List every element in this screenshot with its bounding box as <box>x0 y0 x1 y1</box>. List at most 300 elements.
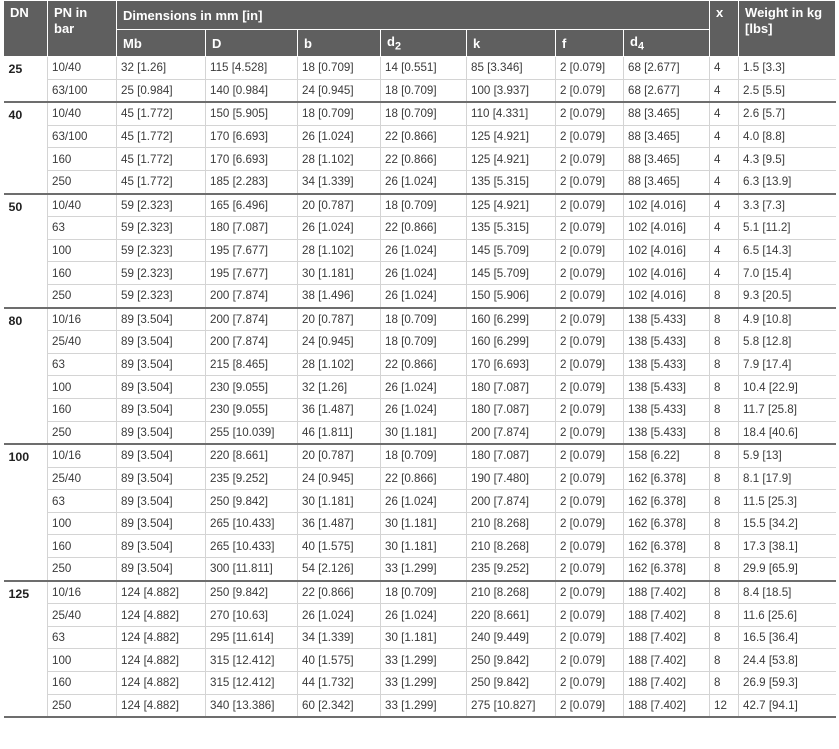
table-cell: 160 <box>48 535 117 558</box>
table-cell: 2 [0.079] <box>556 490 624 513</box>
table-cell: 2 [0.079] <box>556 649 624 672</box>
table-cell: 63 <box>48 490 117 513</box>
table-cell: 2 [0.079] <box>556 217 624 240</box>
table-cell: 180 [7.087] <box>467 444 556 467</box>
table-cell: 1.5 [3.3] <box>739 57 836 80</box>
table-cell: 250 [9.842] <box>467 649 556 672</box>
table-cell: 160 <box>48 672 117 695</box>
table-cell: 18 [0.709] <box>381 308 467 331</box>
table-cell: 4.0 [8.8] <box>739 125 836 148</box>
header-d: D <box>206 30 298 57</box>
table-cell: 25/40 <box>48 467 117 490</box>
table-cell: 4.3 [9.5] <box>739 148 836 171</box>
table-cell: 2 [0.079] <box>556 170 624 193</box>
table-cell: 2 [0.079] <box>556 467 624 490</box>
table-cell: 235 [9.252] <box>206 467 298 490</box>
table-cell: 88 [3.465] <box>624 170 710 193</box>
table-cell: 4 <box>710 79 739 102</box>
table-cell: 63/100 <box>48 125 117 148</box>
header-d4: $d_4$ <box>624 30 710 57</box>
table-cell: 250 [9.842] <box>206 490 298 513</box>
table-cell: 200 [7.874] <box>206 331 298 354</box>
table-cell: 250 <box>48 170 117 193</box>
table-cell: 22 [0.866] <box>381 467 467 490</box>
table-cell: 89 [3.504] <box>117 398 206 421</box>
table-cell: 138 [5.433] <box>624 376 710 399</box>
table-row <box>4 308 836 331</box>
table-cell: 7.0 [15.4] <box>739 262 836 285</box>
table-cell: 4 <box>710 194 739 217</box>
table-cell: 8 <box>710 376 739 399</box>
table-cell: 89 [3.504] <box>117 467 206 490</box>
table-cell: 25/40 <box>48 604 117 627</box>
table-cell: 18 [0.709] <box>298 102 381 125</box>
table-cell: 17.3 [38.1] <box>739 535 836 558</box>
table-cell: 250 [9.842] <box>467 672 556 695</box>
table-cell: 220 [8.661] <box>467 604 556 627</box>
table-cell: 10.4 [22.9] <box>739 376 836 399</box>
table-cell: 18 [0.709] <box>381 331 467 354</box>
table-cell: 190 [7.480] <box>467 467 556 490</box>
table-cell: 11.7 [25.8] <box>739 398 836 421</box>
table-cell: 102 [4.016] <box>624 194 710 217</box>
table-cell: 8 <box>710 398 739 421</box>
table-cell: 138 [5.433] <box>624 308 710 331</box>
table-cell: 8 <box>710 512 739 535</box>
table-cell: 63/100 <box>48 79 117 102</box>
table-cell: 59 [2.323] <box>117 239 206 262</box>
table-cell: 8 <box>710 535 739 558</box>
table-cell: 188 [7.402] <box>624 694 710 717</box>
table-cell: 63 <box>48 217 117 240</box>
table-row <box>4 604 836 627</box>
table-cell: 188 [7.402] <box>624 581 710 604</box>
table-cell: 180 [7.087] <box>206 217 298 240</box>
dn-cell: 80 <box>4 308 48 445</box>
table-cell: 26 [1.024] <box>381 604 467 627</box>
table-cell: 46 [1.811] <box>298 421 381 444</box>
table-cell: 2 [0.079] <box>556 102 624 125</box>
table-cell: 170 [6.693] <box>206 148 298 171</box>
table-cell: 230 [9.055] <box>206 398 298 421</box>
dn-cell: 50 <box>4 194 48 308</box>
table-cell: 26 [1.024] <box>381 398 467 421</box>
table-cell: 8 <box>710 467 739 490</box>
table-cell: 188 [7.402] <box>624 649 710 672</box>
table-cell: 315 [12.412] <box>206 649 298 672</box>
table-cell: 26 [1.024] <box>381 490 467 513</box>
table-cell: 170 [6.693] <box>206 125 298 148</box>
table-cell: 88 [3.465] <box>624 102 710 125</box>
table-cell: 60 [2.342] <box>298 694 381 717</box>
table-cell: 8 <box>710 558 739 581</box>
table-cell: 160 <box>48 262 117 285</box>
table-cell: 59 [2.323] <box>117 262 206 285</box>
table-cell: 270 [10.63] <box>206 604 298 627</box>
table-cell: 22 [0.866] <box>381 148 467 171</box>
table-cell: 30 [1.181] <box>381 535 467 558</box>
table-cell: 162 [6.378] <box>624 467 710 490</box>
table-cell: 68 [2.677] <box>624 79 710 102</box>
table-cell: 30 [1.181] <box>381 421 467 444</box>
table-cell: 30 [1.181] <box>381 626 467 649</box>
table-cell: 89 [3.504] <box>117 421 206 444</box>
table-cell: 18.4 [40.6] <box>739 421 836 444</box>
table-cell: 18 [0.709] <box>298 57 381 80</box>
table-cell: 250 <box>48 421 117 444</box>
table-cell: 2 [0.079] <box>556 444 624 467</box>
table-cell: 124 [4.882] <box>117 581 206 604</box>
table-cell: 2 [0.079] <box>556 353 624 376</box>
table-row <box>4 444 836 467</box>
table-row <box>4 467 836 490</box>
table-cell: 2 [0.079] <box>556 421 624 444</box>
table-cell: 5.8 [12.8] <box>739 331 836 354</box>
table-cell: 150 [5.905] <box>206 102 298 125</box>
table-cell: 4 <box>710 170 739 193</box>
table-cell: 124 [4.882] <box>117 626 206 649</box>
table-cell: 162 [6.378] <box>624 535 710 558</box>
table-cell: 10/40 <box>48 57 117 80</box>
table-row <box>4 694 836 717</box>
table-cell: 2 [0.079] <box>556 308 624 331</box>
table-cell: 42.7 [94.1] <box>739 694 836 717</box>
table-cell: 24 [0.945] <box>298 331 381 354</box>
table-cell: 63 <box>48 353 117 376</box>
table-cell: 59 [2.323] <box>117 284 206 307</box>
table-row <box>4 125 836 148</box>
table-cell: 89 [3.504] <box>117 444 206 467</box>
table-cell: 25 [0.984] <box>117 79 206 102</box>
table-cell: 89 [3.504] <box>117 353 206 376</box>
table-cell: 44 [1.732] <box>298 672 381 695</box>
table-cell: 20 [0.787] <box>298 308 381 331</box>
table-cell: 18 [0.709] <box>381 79 467 102</box>
table-cell: 2 [0.079] <box>556 604 624 627</box>
table-row <box>4 262 836 285</box>
table-cell: 138 [5.433] <box>624 398 710 421</box>
table-cell: 45 [1.772] <box>117 102 206 125</box>
table-cell: 124 [4.882] <box>117 604 206 627</box>
table-cell: 100 [3.937] <box>467 79 556 102</box>
table-cell: 89 [3.504] <box>117 490 206 513</box>
table-cell: 30 [1.181] <box>298 490 381 513</box>
table-cell: 16.5 [36.4] <box>739 626 836 649</box>
table-row <box>4 376 836 399</box>
table-cell: 2.5 [5.5] <box>739 79 836 102</box>
table-row <box>4 421 836 444</box>
table-cell: 4 <box>710 102 739 125</box>
table-body <box>4 57 836 718</box>
table-cell: 20 [0.787] <box>298 444 381 467</box>
table-cell: 115 [4.528] <box>206 57 298 80</box>
table-cell: 40 [1.575] <box>298 535 381 558</box>
table-cell: 160 [6.299] <box>467 308 556 331</box>
table-cell: 8 <box>710 444 739 467</box>
table-cell: 18 [0.709] <box>381 194 467 217</box>
table-cell: 40 [1.575] <box>298 649 381 672</box>
table-row <box>4 398 836 421</box>
table-cell: 28 [1.102] <box>298 148 381 171</box>
table-cell: 28 [1.102] <box>298 353 381 376</box>
table-cell: 4 <box>710 148 739 171</box>
table-row <box>4 194 836 217</box>
table-cell: 102 [4.016] <box>624 284 710 307</box>
table-cell: 22 [0.866] <box>381 217 467 240</box>
table-cell: 195 [7.677] <box>206 262 298 285</box>
table-row <box>4 581 836 604</box>
table-cell: 140 [0.984] <box>206 79 298 102</box>
table-cell: 8 <box>710 353 739 376</box>
header-dimensions: Dimensions in mm [in] <box>117 1 710 30</box>
table-cell: 89 [3.504] <box>117 376 206 399</box>
table-cell: 54 [2.126] <box>298 558 381 581</box>
table-cell: 10/40 <box>48 194 117 217</box>
table-cell: 124 [4.882] <box>117 672 206 695</box>
table-cell: 26 [1.024] <box>298 217 381 240</box>
table-cell: 138 [5.433] <box>624 421 710 444</box>
table-cell: 210 [8.268] <box>467 581 556 604</box>
table-cell: 160 <box>48 148 117 171</box>
table-header <box>4 1 836 57</box>
table-cell: 8 <box>710 284 739 307</box>
table-cell: 125 [4.921] <box>467 194 556 217</box>
table-cell: 22 [0.866] <box>381 125 467 148</box>
table-cell: 265 [10.433] <box>206 512 298 535</box>
table-cell: 9.3 [20.5] <box>739 284 836 307</box>
table-cell: 68 [2.677] <box>624 57 710 80</box>
table-cell: 26 [1.024] <box>381 376 467 399</box>
table-cell: 26 [1.024] <box>381 284 467 307</box>
table-cell: 89 [3.504] <box>117 331 206 354</box>
table-cell: 26.9 [59.3] <box>739 672 836 695</box>
table-cell: 102 [4.016] <box>624 217 710 240</box>
table-cell: 59 [2.323] <box>117 217 206 240</box>
table-cell: 85 [3.346] <box>467 57 556 80</box>
table-row <box>4 284 836 307</box>
table-row <box>4 353 836 376</box>
table-cell: 45 [1.772] <box>117 125 206 148</box>
dn-cell: 100 <box>4 444 48 581</box>
table-cell: 250 <box>48 558 117 581</box>
table-cell: 220 [8.661] <box>206 444 298 467</box>
table-cell: 45 [1.772] <box>117 148 206 171</box>
table-cell: 180 [7.087] <box>467 398 556 421</box>
header-dn: DN <box>4 1 48 57</box>
table-cell: 22 [0.866] <box>298 581 381 604</box>
table-cell: 2 [0.079] <box>556 239 624 262</box>
table-cell: 162 [6.378] <box>624 558 710 581</box>
table-cell: 100 <box>48 649 117 672</box>
table-cell: 2 [0.079] <box>556 512 624 535</box>
dn-cell: 25 <box>4 57 48 103</box>
table-cell: 8.4 [18.5] <box>739 581 836 604</box>
dn-cell: 40 <box>4 102 48 193</box>
table-cell: 26 [1.024] <box>298 604 381 627</box>
header-b: b <box>298 30 381 57</box>
table-cell: 24.4 [53.8] <box>739 649 836 672</box>
table-cell: 30 [1.181] <box>381 512 467 535</box>
table-cell: 20 [0.787] <box>298 194 381 217</box>
table-cell: 89 [3.504] <box>117 308 206 331</box>
table-row <box>4 102 836 125</box>
table-row <box>4 57 836 80</box>
table-cell: 32 [1.26] <box>298 376 381 399</box>
table-cell: 300 [11.811] <box>206 558 298 581</box>
table-cell: 250 <box>48 284 117 307</box>
table-row <box>4 558 836 581</box>
table-cell: 100 <box>48 512 117 535</box>
table-cell: 138 [5.433] <box>624 331 710 354</box>
table-cell: 2 [0.079] <box>556 626 624 649</box>
table-cell: 2.6 [5.7] <box>739 102 836 125</box>
table-cell: 210 [8.268] <box>467 512 556 535</box>
table-cell: 11.6 [25.6] <box>739 604 836 627</box>
table-cell: 6.3 [13.9] <box>739 170 836 193</box>
table-cell: 7.9 [17.4] <box>739 353 836 376</box>
table-cell: 8 <box>710 581 739 604</box>
table-cell: 255 [10.039] <box>206 421 298 444</box>
table-cell: 8 <box>710 626 739 649</box>
table-cell: 28 [1.102] <box>298 239 381 262</box>
table-cell: 135 [5.315] <box>467 170 556 193</box>
table-cell: 2 [0.079] <box>556 398 624 421</box>
table-cell: 162 [6.378] <box>624 512 710 535</box>
table-cell: 89 [3.504] <box>117 512 206 535</box>
table-row <box>4 148 836 171</box>
table-cell: 188 [7.402] <box>624 672 710 695</box>
table-cell: 210 [8.268] <box>467 535 556 558</box>
table-cell: 8 <box>710 421 739 444</box>
table-cell: 102 [4.016] <box>624 239 710 262</box>
table-cell: 185 [2.283] <box>206 170 298 193</box>
header-d2: $d_2$ <box>381 30 467 57</box>
table-cell: 2 [0.079] <box>556 284 624 307</box>
table-cell: 124 [4.882] <box>117 694 206 717</box>
table-cell: 89 [3.504] <box>117 558 206 581</box>
table-cell: 33 [1.299] <box>381 694 467 717</box>
table-cell: 235 [9.252] <box>467 558 556 581</box>
dn-cell: 125 <box>4 581 48 718</box>
table-cell: 8 <box>710 649 739 672</box>
table-cell: 2 [0.079] <box>556 194 624 217</box>
table-cell: 125 [4.921] <box>467 125 556 148</box>
table-cell: 33 [1.299] <box>381 649 467 672</box>
table-cell: 2 [0.079] <box>556 125 624 148</box>
table-cell: 4 <box>710 262 739 285</box>
table-cell: 2 [0.079] <box>556 581 624 604</box>
table-cell: 10/16 <box>48 308 117 331</box>
table-cell: 2 [0.079] <box>556 558 624 581</box>
table-cell: 4 <box>710 217 739 240</box>
table-cell: 24 [0.945] <box>298 79 381 102</box>
table-cell: 4.9 [10.8] <box>739 308 836 331</box>
table-cell: 4 <box>710 125 739 148</box>
table-cell: 10/40 <box>48 102 117 125</box>
table-cell: 33 [1.299] <box>381 558 467 581</box>
table-cell: 100 <box>48 376 117 399</box>
header-k: k <box>467 30 556 57</box>
table-cell: 200 [7.874] <box>206 308 298 331</box>
table-cell: 8 <box>710 308 739 331</box>
table-cell: 32 [1.26] <box>117 57 206 80</box>
table-cell: 188 [7.402] <box>624 604 710 627</box>
table-cell: 150 [5.906] <box>467 284 556 307</box>
table-cell: 88 [3.465] <box>624 125 710 148</box>
table-cell: 10/16 <box>48 581 117 604</box>
table-cell: 11.5 [25.3] <box>739 490 836 513</box>
table-cell: 5.9 [13] <box>739 444 836 467</box>
table-cell: 315 [12.412] <box>206 672 298 695</box>
table-cell: 4 <box>710 57 739 80</box>
table-cell: 2 [0.079] <box>556 376 624 399</box>
table-cell: 2 [0.079] <box>556 672 624 695</box>
table-cell: 8 <box>710 604 739 627</box>
table-cell: 18 [0.709] <box>381 444 467 467</box>
header-mb: Mb <box>117 30 206 57</box>
table-row <box>4 331 836 354</box>
table-cell: 34 [1.339] <box>298 626 381 649</box>
table-row <box>4 79 836 102</box>
table-cell: 18 [0.709] <box>381 581 467 604</box>
table-row <box>4 672 836 695</box>
table-cell: 89 [3.504] <box>117 535 206 558</box>
table-cell: 26 [1.024] <box>298 125 381 148</box>
table-cell: 12 <box>710 694 739 717</box>
table-cell: 45 [1.772] <box>117 170 206 193</box>
table-cell: 33 [1.299] <box>381 672 467 695</box>
table-row <box>4 217 836 240</box>
table-cell: 8 <box>710 490 739 513</box>
table-cell: 26 [1.024] <box>381 170 467 193</box>
table-cell: 195 [7.677] <box>206 239 298 262</box>
table-cell: 22 [0.866] <box>381 353 467 376</box>
table-cell: 125 [4.921] <box>467 148 556 171</box>
table-cell: 215 [8.465] <box>206 353 298 376</box>
table-cell: 188 [7.402] <box>624 626 710 649</box>
table-cell: 63 <box>48 626 117 649</box>
table-cell: 2 [0.079] <box>556 262 624 285</box>
table-cell: 15.5 [34.2] <box>739 512 836 535</box>
table-cell: 25/40 <box>48 331 117 354</box>
table-cell: 36 [1.487] <box>298 398 381 421</box>
table-row <box>4 239 836 262</box>
table-cell: 2 [0.079] <box>556 331 624 354</box>
table-cell: 230 [9.055] <box>206 376 298 399</box>
table-cell: 124 [4.882] <box>117 649 206 672</box>
table-cell: 340 [13.386] <box>206 694 298 717</box>
table-cell: 26 [1.024] <box>381 262 467 285</box>
table-cell: 200 [7.874] <box>467 421 556 444</box>
table-cell: 88 [3.465] <box>624 148 710 171</box>
table-cell: 8 <box>710 331 739 354</box>
table-cell: 5.1 [11.2] <box>739 217 836 240</box>
table-row <box>4 535 836 558</box>
table-cell: 59 [2.323] <box>117 194 206 217</box>
table-cell: 18 [0.709] <box>381 102 467 125</box>
table-cell: 6.5 [14.3] <box>739 239 836 262</box>
table-cell: 26 [1.024] <box>381 239 467 262</box>
table-cell: 38 [1.496] <box>298 284 381 307</box>
table-cell: 145 [5.709] <box>467 239 556 262</box>
table-cell: 2 [0.079] <box>556 148 624 171</box>
table-row <box>4 626 836 649</box>
table-cell: 138 [5.433] <box>624 353 710 376</box>
table-cell: 8 <box>710 672 739 695</box>
header-f: f <box>556 30 624 57</box>
table-cell: 265 [10.433] <box>206 535 298 558</box>
table-cell: 2 [0.079] <box>556 694 624 717</box>
